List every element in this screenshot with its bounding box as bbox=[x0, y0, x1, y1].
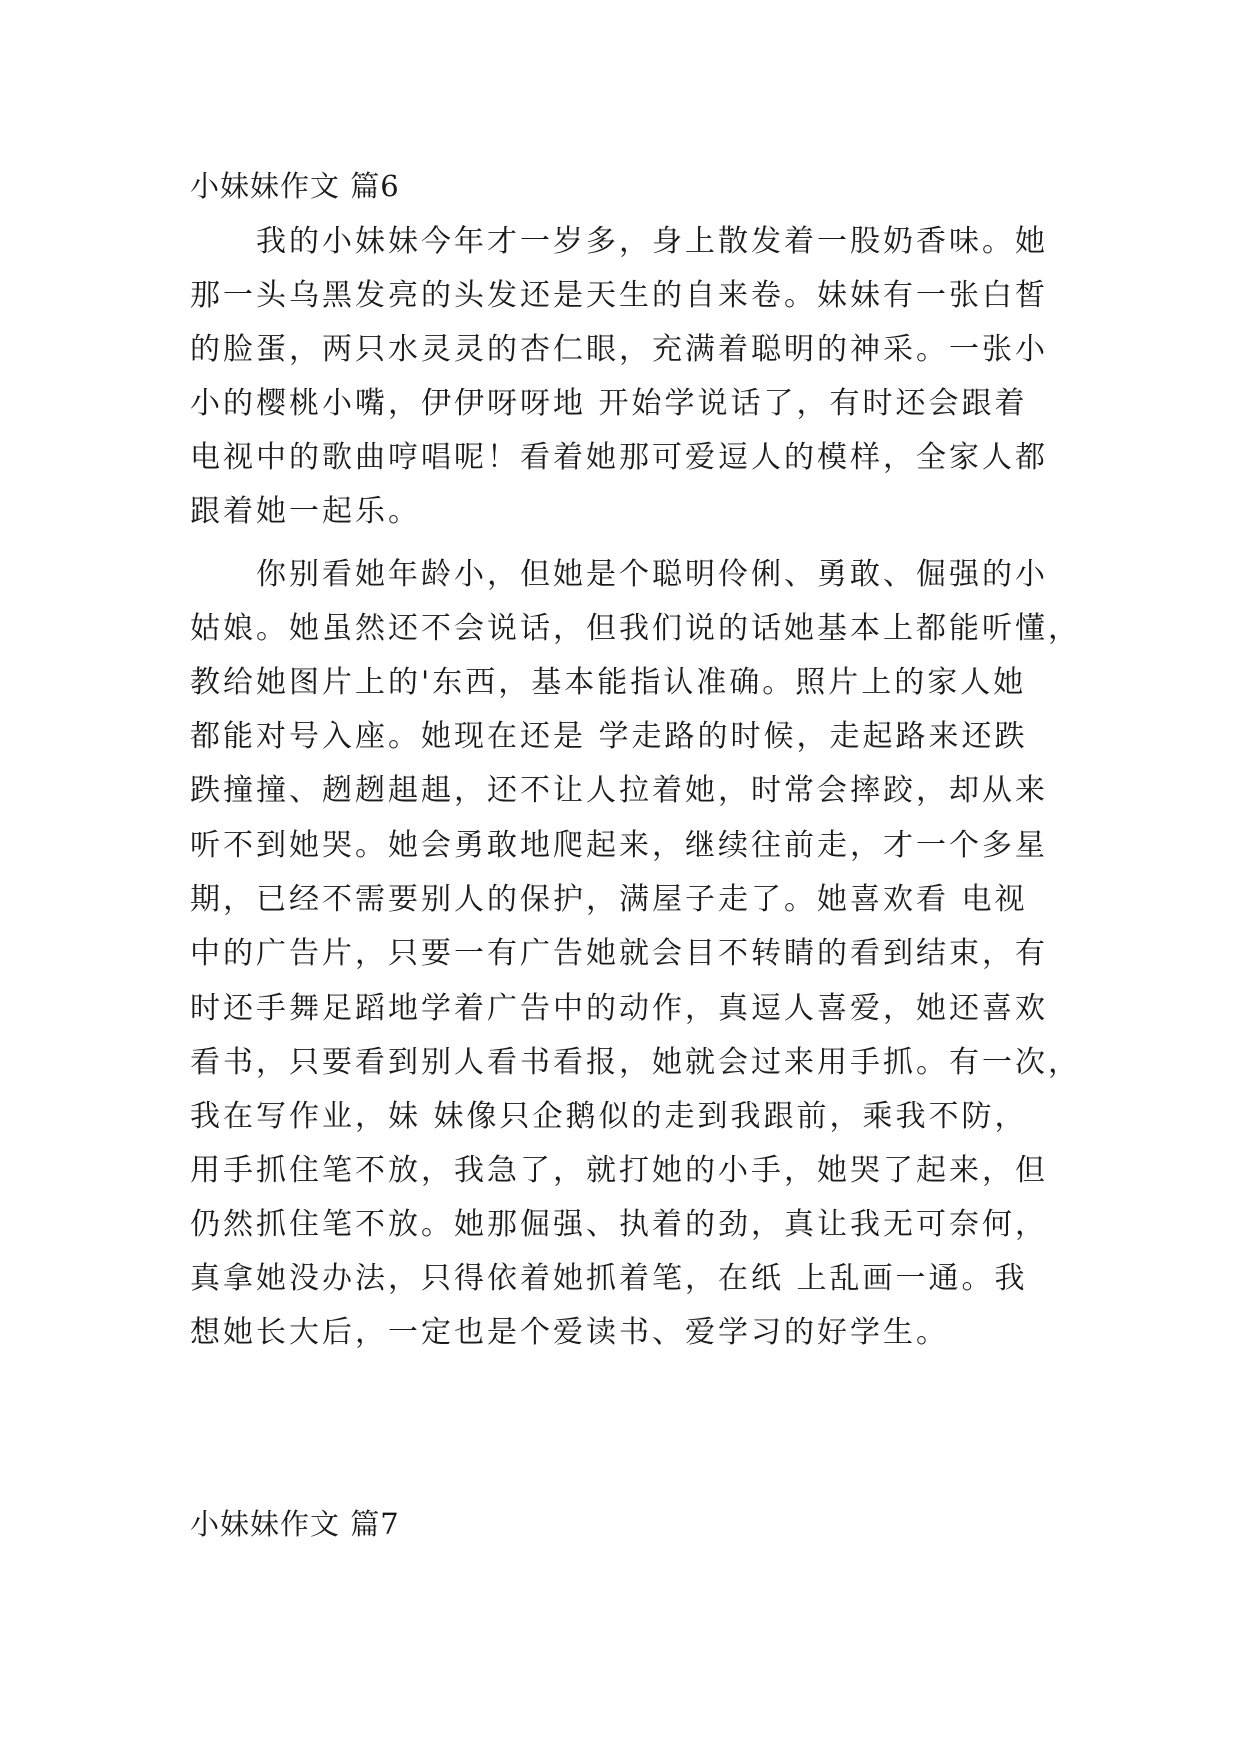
section-heading-7: 小妹妹作文 篇7 bbox=[190, 1507, 400, 1541]
paragraph-2-line: 跌撞撞、趔趔趄趄，还不让人拉着她，时常会摔跤，却从来 bbox=[190, 773, 1048, 808]
paragraph-2-line: 看书，只要看到别人看书看报，她就会过来用手抓。有一次， bbox=[190, 1045, 1081, 1080]
paragraph-1-line: 跟着她一起乐。 bbox=[190, 494, 421, 529]
paragraph-2-line: 你别看她年龄小，但她是个聪明伶俐、勇敢、倔强的小 bbox=[190, 557, 1048, 592]
paragraph-2-line: 期，已经不需要别人的保护，满屋子走了。她喜欢看 电视 bbox=[190, 882, 1028, 917]
paragraph-2-line: 教给她图片上的'东西，基本能指认准确。照片上的家人她 bbox=[190, 665, 1027, 700]
paragraph-2-line: 中的广告片，只要一有广告她就会目不转睛的看到结束，有 bbox=[190, 936, 1048, 971]
paragraph-2-line: 仍然抓住笔不放。她那倔强、执着的劲，真让我无可奈何， bbox=[190, 1207, 1048, 1242]
paragraph-2-line: 用手抓住笔不放，我急了，就打她的小手，她哭了起来，但 bbox=[190, 1153, 1048, 1188]
paragraph-2-line: 想她长大后，一定也是个爱读书、爱学习的好学生。 bbox=[190, 1315, 949, 1350]
paragraph-2-line: 姑娘。她虽然还不会说话，但我们说的话她基本上都能听懂， bbox=[190, 611, 1081, 646]
paragraph-1-line: 电视中的歌曲哼唱呢！看着她那可爱逗人的模样，全家人都 bbox=[190, 440, 1048, 475]
section-heading-6: 小妹妹作文 篇6 bbox=[190, 169, 400, 203]
paragraph-2-line: 听不到她哭。她会勇敢地爬起来，继续往前走，才一个多星 bbox=[190, 828, 1048, 863]
paragraph-1-line: 小的樱桃小嘴，伊伊呀呀地 开始学说话了，有时还会跟着 bbox=[190, 386, 1028, 421]
paragraph-2-line: 时还手舞足蹈地学着广告中的动作，真逗人喜爱，她还喜欢 bbox=[190, 991, 1048, 1026]
paragraph-1-line: 那一头乌黑发亮的头发还是天生的自来卷。妹妹有一张白皙 bbox=[190, 278, 1048, 313]
paragraph-2-line: 真拿她没办法，只得依着她抓着笔，在纸 上乱画一通。我 bbox=[190, 1261, 1028, 1296]
paragraph-2-line: 都能对号入座。她现在还是 学走路的时候，走起路来还跌 bbox=[190, 719, 1028, 754]
paragraph-1-line: 我的小妹妹今年才一岁多，身上散发着一股奶香味。她 bbox=[190, 224, 1048, 259]
paragraph-2-line: 我在写作业，妹 妹像只企鹅似的走到我跟前，乘我不防， bbox=[190, 1099, 1028, 1134]
paragraph-1-line: 的脸蛋，两只水灵灵的杏仁眼，充满着聪明的神采。一张小 bbox=[190, 332, 1048, 367]
